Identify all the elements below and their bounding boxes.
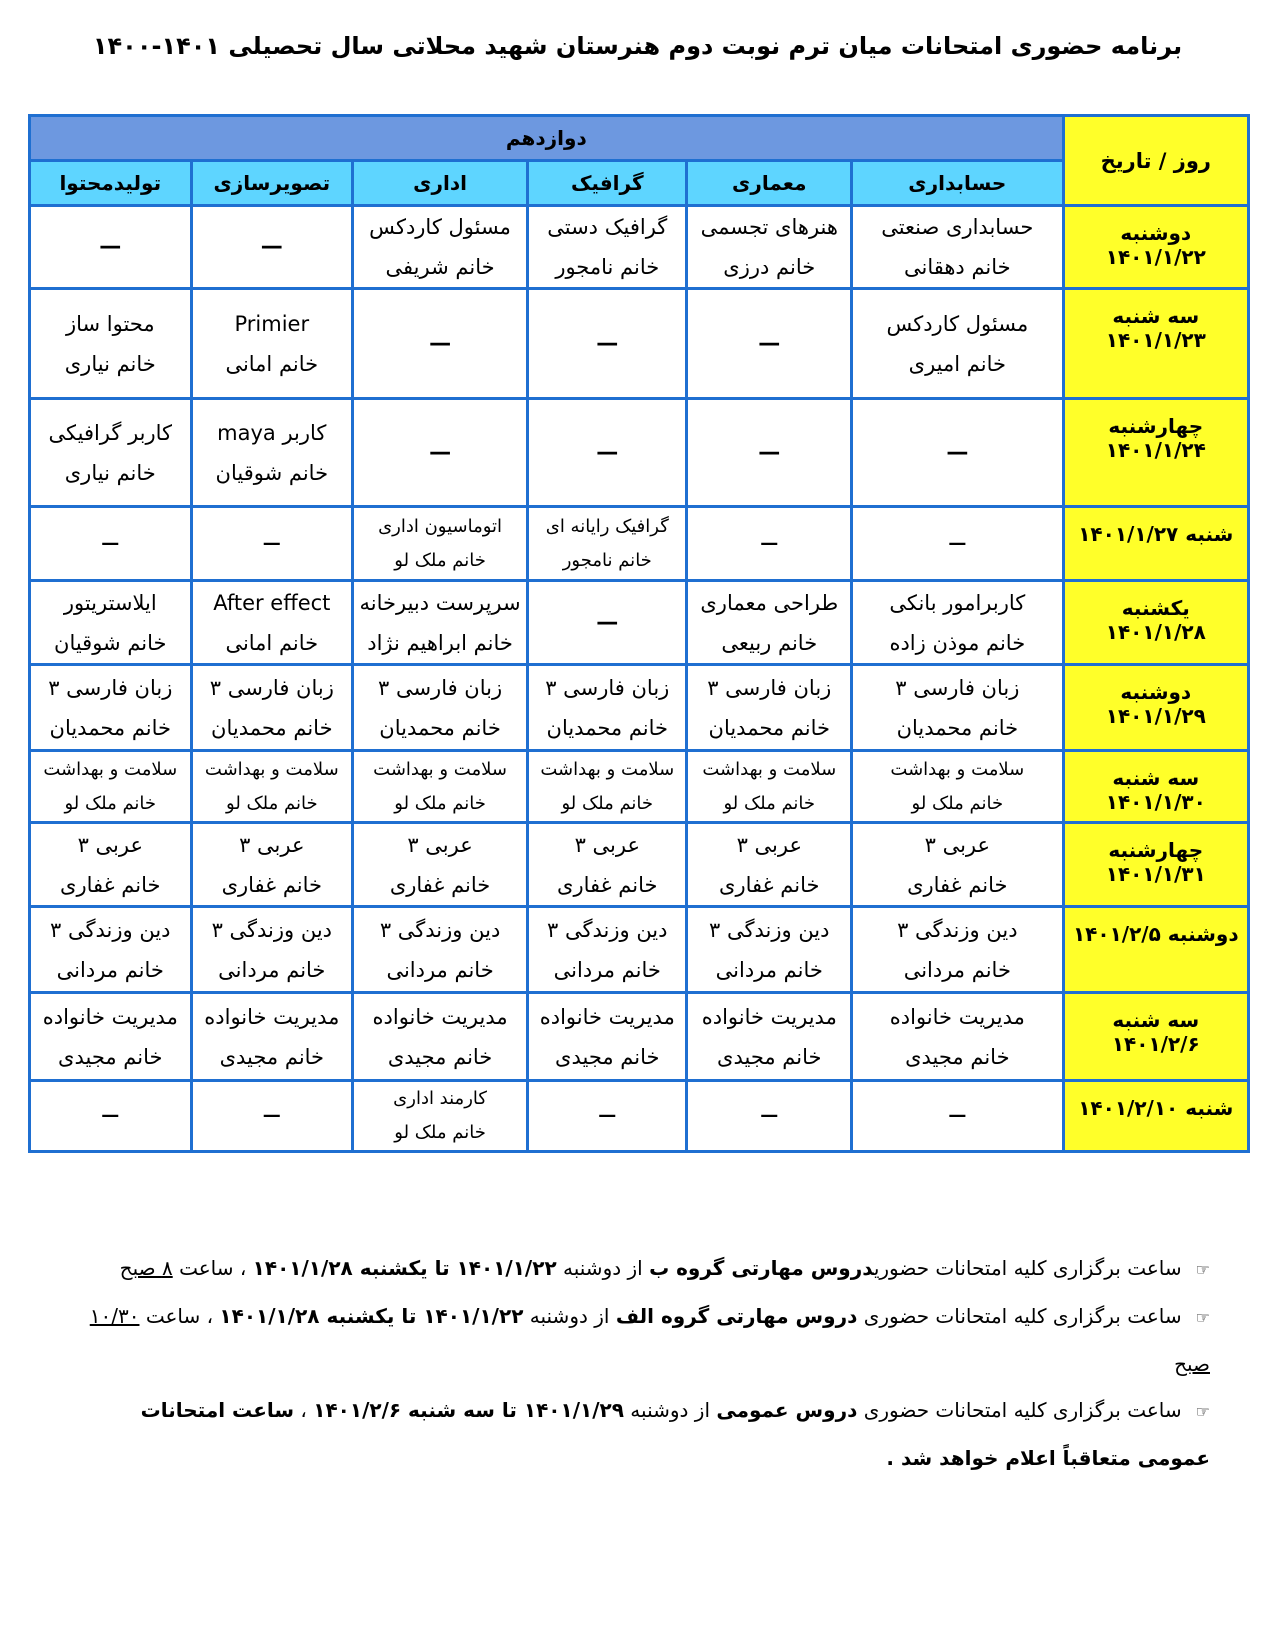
exam-subject: گرافیک دستی: [547, 215, 668, 239]
note-text: ، ساعت: [172, 1256, 253, 1280]
exam-teacher: خانم نیاری: [64, 351, 156, 376]
exam-cell: [30, 823, 192, 907]
empty-dash: —: [948, 532, 967, 554]
exam-teacher: خانم مردانی: [553, 957, 661, 982]
empty-dash: —: [260, 234, 283, 259]
exam-cell: [687, 751, 852, 823]
exam-teacher: خانم ملک لو: [911, 792, 1004, 814]
note-text: ساعت برگزاری کلیه امتحانات حضوری: [873, 1256, 1182, 1280]
exam-teacher: خانم ملک لو: [394, 792, 486, 814]
exam-cell: [687, 206, 852, 289]
exam-cell: [191, 1081, 352, 1152]
exam-cell: [30, 507, 192, 581]
exam-teacher: خانم محمدیان: [211, 715, 333, 740]
exam-subject: زبان فارسی ۳: [209, 675, 334, 700]
exam-teacher: خانم ملک لو: [226, 792, 318, 814]
schedule-row: [30, 289, 1249, 399]
empty-dash: —: [596, 609, 619, 635]
exam-cell: [353, 289, 528, 399]
exam-subject: سلامت و بهداشت: [702, 758, 837, 780]
exam-teacher: خانم محمدیان: [379, 715, 501, 740]
empty-dash: —: [101, 532, 120, 554]
exam-teacher: خانم غفاری: [907, 872, 1008, 897]
exam-subject: دین وزندگی ۳: [50, 917, 171, 942]
exam-cell: [528, 206, 687, 289]
empty-dash: —: [99, 234, 122, 259]
exam-cell: [528, 399, 687, 507]
exam-cell: [191, 907, 352, 993]
day-date-cell: سه شنبه ۱۴۰۱/۱/۳۰: [1063, 751, 1248, 823]
exam-cell: [528, 289, 687, 399]
exam-cell: [852, 507, 1063, 581]
exam-teacher: خانم ملک لو: [561, 792, 654, 814]
exam-cell: [687, 993, 852, 1081]
column-header: گرافیک: [528, 161, 687, 206]
empty-dash: —: [760, 532, 779, 554]
exam-subject: کاربرامور بانکی: [889, 590, 1026, 615]
empty-dash: —: [429, 330, 452, 356]
exam-cell: [852, 823, 1063, 907]
exam-subject: مدیریت خانواده: [701, 1004, 837, 1029]
exam-cell: [353, 581, 528, 665]
exam-subject: سلامت و بهداشت: [43, 758, 178, 780]
exam-cell: [528, 993, 687, 1081]
exam-cell: [353, 751, 528, 823]
schedule-row: [30, 823, 1249, 907]
exam-subject: عربی ۳: [239, 832, 305, 857]
exam-subject: زبان فارسی ۳: [545, 675, 670, 700]
exam-teacher: خانم غفاری: [719, 872, 820, 897]
exam-cell: [191, 751, 352, 823]
exam-cell: [852, 289, 1063, 399]
note-text: ساعت برگزاری کلیه امتحانات حضوری: [857, 1398, 1182, 1422]
exam-cell: [852, 907, 1063, 993]
exam-cell: [30, 399, 192, 507]
exam-subject: مدیریت خانواده: [539, 1004, 675, 1029]
exam-cell: [852, 581, 1063, 665]
exam-cell: [687, 1081, 852, 1152]
day-date-cell: دوشنبه ۱۴۰۱/۱/۲۹: [1063, 665, 1248, 751]
exam-cell: [191, 399, 352, 507]
empty-dash: —: [598, 1105, 617, 1126]
exam-cell: [687, 823, 852, 907]
exam-teacher: خانم مردانی: [386, 957, 494, 982]
exam-teacher: خانم نامجور: [555, 255, 660, 279]
exam-cell: [353, 823, 528, 907]
notes-section: [80, 1245, 1210, 1481]
exam-subject: مدیریت خانواده: [204, 1004, 340, 1029]
exam-teacher: خانم محمدیان: [708, 715, 831, 740]
day-date-cell: شنبه ۱۴۰۱/۲/۱۰: [1063, 1081, 1248, 1152]
note-emphasis: دروس مهارتی گروه الف: [615, 1304, 858, 1328]
column-header: تصویرسازی: [191, 161, 352, 206]
exam-cell: [528, 507, 687, 581]
exam-teacher: خانم نیاری: [64, 460, 156, 485]
exam-cell: [687, 907, 852, 993]
exam-teacher: خانم ملک لو: [394, 1122, 486, 1143]
exam-teacher: خانم ملک لو: [394, 549, 486, 571]
exam-subject: زبان فارسی ۳: [707, 675, 832, 700]
exam-cell: [852, 1081, 1063, 1152]
exam-subject: کاربر گرافیکی: [48, 420, 173, 445]
note-emphasis: دروس عمومی: [716, 1398, 858, 1422]
exam-cell: [191, 665, 352, 751]
exam-cell: [30, 289, 192, 399]
note-emphasis: دروس مهارتی گروه ب: [649, 1256, 874, 1280]
note-text: ،: [294, 1398, 314, 1422]
exam-teacher: خانم مردانی: [715, 957, 823, 982]
exam-teacher: خانم مردانی: [903, 957, 1011, 982]
note-emphasis: ۱۴۰۱/۱/۲۹ تا سه شنبه ۱۴۰۱/۲/۶: [313, 1398, 624, 1422]
exam-cell: [353, 665, 528, 751]
exam-teacher: خانم مردانی: [218, 957, 326, 982]
exam-subject: زبان فارسی ۳: [895, 675, 1020, 700]
exam-cell: [30, 206, 192, 289]
schedule-row: [30, 907, 1249, 993]
exam-cell: [30, 665, 192, 751]
note-text: ساعت برگزاری کلیه امتحانات حضوری: [857, 1304, 1182, 1328]
exam-teacher: خانم امانی: [225, 351, 319, 376]
exam-cell: [30, 907, 192, 993]
exam-subject: زبان فارسی ۳: [378, 675, 503, 700]
exam-subject: Primier: [234, 311, 310, 336]
exam-subject: دین وزندگی ۳: [211, 917, 333, 942]
exam-cell: [353, 1081, 528, 1152]
note-item: [80, 1293, 1210, 1387]
empty-dash: —: [758, 439, 781, 465]
empty-dash: —: [262, 1105, 281, 1126]
exam-subject: مدیریت خانواده: [889, 1004, 1025, 1029]
exam-cell: [528, 581, 687, 665]
day-date-cell: سه شنبه ۱۴۰۱/۱/۲۳: [1063, 289, 1248, 399]
day-date-cell: چهارشنبه ۱۴۰۱/۱/۳۱: [1063, 823, 1248, 907]
exam-subject: کاربر maya: [217, 420, 327, 445]
exam-teacher: خانم غفاری: [557, 872, 658, 897]
exam-cell: [687, 581, 852, 665]
empty-dash: —: [596, 330, 619, 356]
day-date-cell: دوشنبه ۱۴۰۱/۱/۲۲: [1063, 206, 1248, 289]
column-header: معماری: [687, 161, 852, 206]
exam-subject: مدیریت خانواده: [372, 1004, 508, 1029]
pointing-hand-icon: ☞: [1195, 1402, 1210, 1421]
exam-subject: سلامت و بهداشت: [204, 758, 339, 780]
exam-teacher: خانم ابراهیم نژاد: [367, 630, 513, 655]
exam-teacher: خانم غفاری: [60, 872, 161, 897]
exam-teacher: خانم محمدیان: [896, 715, 1019, 740]
exam-subject: عربی ۳: [77, 832, 143, 857]
note-time: ساعت امتحانات عمومی متعاقباً اعلام خواهد شد .: [140, 1398, 1210, 1470]
exam-subject: طراحی معماری: [700, 590, 839, 615]
note-item: [80, 1245, 1210, 1293]
exam-teacher: خانم امیری: [908, 351, 1006, 376]
exam-subject: هنرهای تجسمی: [700, 215, 838, 239]
exam-teacher: خانم ملک لو: [723, 792, 816, 814]
exam-cell: [687, 507, 852, 581]
day-date-cell: سه شنبه ۱۴۰۱/۲/۶: [1063, 993, 1248, 1081]
schedule-row: [30, 751, 1249, 823]
exam-subject: مسئول کاردکس: [886, 311, 1029, 336]
exam-teacher: خانم ربیعی: [721, 630, 818, 655]
exam-subject: دین وزندگی ۳: [709, 917, 830, 942]
note-emphasis: ۱۴۰۱/۱/۲۲ تا یکشنبه ۱۴۰۱/۱/۲۸: [219, 1304, 524, 1328]
exam-teacher: خانم مجیدی: [219, 1044, 325, 1069]
exam-subject: دین وزندگی ۳: [379, 917, 501, 942]
note-text: از دوشنبه: [623, 1398, 717, 1422]
exam-cell: [191, 206, 352, 289]
note-text: از دوشنبه: [523, 1304, 616, 1328]
pointing-hand-icon: ☞: [1195, 1260, 1210, 1279]
empty-dash: —: [758, 330, 781, 356]
exam-subject: سرپرست دبیرخانه: [359, 590, 521, 615]
exam-teacher: خانم امانی: [225, 630, 319, 655]
exam-cell: [687, 289, 852, 399]
note-text: ، ساعت: [139, 1304, 220, 1328]
exam-subject: دین وزندگی ۳: [897, 917, 1018, 942]
column-header: حسابداری: [852, 161, 1063, 206]
column-header: اداری: [353, 161, 528, 206]
day-date-cell: چهارشنبه ۱۴۰۱/۱/۲۴: [1063, 399, 1248, 507]
exam-teacher: خانم غفاری: [221, 872, 323, 897]
day-date-cell: شنبه ۱۴۰۱/۱/۲۷: [1063, 507, 1248, 581]
note-time: ۱۰/۳۰ صبح: [89, 1304, 1210, 1376]
exam-teacher: خانم محمدیان: [49, 715, 172, 740]
exam-cell: [852, 206, 1063, 289]
exam-cell: [191, 507, 352, 581]
exam-cell: [528, 907, 687, 993]
empty-dash: —: [948, 1105, 967, 1126]
exam-cell: [687, 399, 852, 507]
schedule-body: [30, 206, 1249, 1152]
page-title: برنامه حضوری امتحانات میان ترم نوبت دوم هنرستان شهید محلاتی سال تحصیلی ۱۴۰۱-۱۴۰۰: [92, 32, 1183, 60]
exam-teacher: خانم شوقیان: [54, 630, 167, 655]
exam-teacher: خانم غفاری: [389, 872, 491, 897]
exam-subject: مدیریت خانواده: [42, 1004, 178, 1029]
exam-teacher: خانم شریفی: [385, 255, 495, 279]
day-date-cell: دوشنبه ۱۴۰۱/۲/۵: [1063, 907, 1248, 993]
exam-subject: عربی ۳: [924, 832, 991, 857]
exam-subject: حسابداری صنعتی: [881, 215, 1034, 239]
day-date-header: روز / تاریخ: [1063, 116, 1248, 206]
exam-subject: After effect: [213, 590, 331, 615]
column-header: تولیدمحتوا: [30, 161, 192, 206]
exam-subject: کارمند اداری: [393, 1088, 487, 1109]
empty-dash: —: [101, 1105, 120, 1126]
exam-cell: [30, 993, 192, 1081]
exam-cell: [191, 289, 352, 399]
schedule-row: [30, 581, 1249, 665]
schedule-row: [30, 1081, 1249, 1152]
exam-cell: [191, 993, 352, 1081]
exam-schedule-table: [28, 114, 1250, 1153]
schedule-row: [30, 399, 1249, 507]
exam-teacher: خانم مردانی: [56, 957, 164, 982]
day-date-cell: یکشنبه ۱۴۰۱/۱/۲۸: [1063, 581, 1248, 665]
exam-cell: [191, 581, 352, 665]
exam-subject: عربی ۳: [574, 832, 640, 857]
exam-teacher: خانم درزی: [723, 255, 816, 279]
exam-cell: [353, 907, 528, 993]
grade-header: دوازدهم: [30, 116, 1064, 161]
exam-subject: محتوا ساز: [65, 311, 155, 336]
exam-cell: [687, 665, 852, 751]
pointing-hand-icon: ☞: [1195, 1308, 1210, 1327]
exam-cell: [353, 993, 528, 1081]
exam-teacher: خانم مجیدی: [717, 1044, 822, 1069]
exam-cell: [528, 665, 687, 751]
empty-dash: —: [760, 1105, 779, 1126]
schedule-row: [30, 206, 1249, 289]
exam-cell: [30, 751, 192, 823]
exam-subject: ایلاستریتور: [63, 590, 157, 615]
empty-dash: —: [596, 439, 619, 465]
exam-teacher: خانم مجیدی: [387, 1044, 493, 1069]
exam-subject: اتوماسیون اداری: [378, 515, 503, 537]
exam-subject: دین وزندگی ۳: [547, 917, 668, 942]
exam-cell: [353, 399, 528, 507]
note-text: از دوشنبه: [556, 1256, 650, 1280]
exam-teacher: خانم موذن زاده: [889, 630, 1026, 655]
exam-subject: سلامت و بهداشت: [540, 758, 675, 780]
note-emphasis: ۱۴۰۱/۱/۲۲ تا یکشنبه ۱۴۰۱/۱/۲۸: [252, 1256, 557, 1280]
exam-cell: [30, 1081, 192, 1152]
empty-dash: —: [262, 532, 281, 554]
exam-cell: [852, 399, 1063, 507]
note-item: [80, 1387, 1210, 1481]
exam-teacher: خانم مجیدی: [905, 1044, 1010, 1069]
exam-subject: مسئول کاردکس: [369, 215, 511, 239]
exam-subject: سلامت و بهداشت: [890, 758, 1025, 780]
exam-subject: زبان فارسی ۳: [48, 675, 173, 700]
schedule-row: [30, 993, 1249, 1081]
exam-subject: سلامت و بهداشت: [373, 758, 507, 780]
exam-cell: [191, 823, 352, 907]
exam-cell: [30, 581, 192, 665]
exam-cell: [353, 507, 528, 581]
exam-cell: [528, 1081, 687, 1152]
exam-subject: عربی ۳: [736, 832, 802, 857]
exam-cell: [528, 751, 687, 823]
exam-teacher: خانم مجیدی: [58, 1044, 163, 1069]
exam-cell: [852, 751, 1063, 823]
exam-teacher: خانم ملک لو: [64, 792, 157, 814]
exam-cell: [528, 823, 687, 907]
exam-cell: [852, 665, 1063, 751]
exam-teacher: خانم محمدیان: [546, 715, 669, 740]
exam-teacher: خانم نامجور: [562, 549, 652, 571]
schedule-row: [30, 507, 1249, 581]
exam-cell: [852, 993, 1063, 1081]
empty-dash: —: [946, 439, 969, 465]
exam-teacher: خانم دهقانی: [903, 255, 1011, 279]
exam-cell: [353, 206, 528, 289]
note-time: ۸ صبح: [119, 1256, 173, 1280]
exam-teacher: خانم شوقیان: [215, 460, 329, 485]
schedule-row: [30, 665, 1249, 751]
exam-subject: عربی ۳: [407, 832, 473, 857]
empty-dash: —: [429, 439, 452, 465]
exam-teacher: خانم مجیدی: [555, 1044, 660, 1069]
exam-subject: گرافیک رایانه ای: [545, 515, 669, 537]
